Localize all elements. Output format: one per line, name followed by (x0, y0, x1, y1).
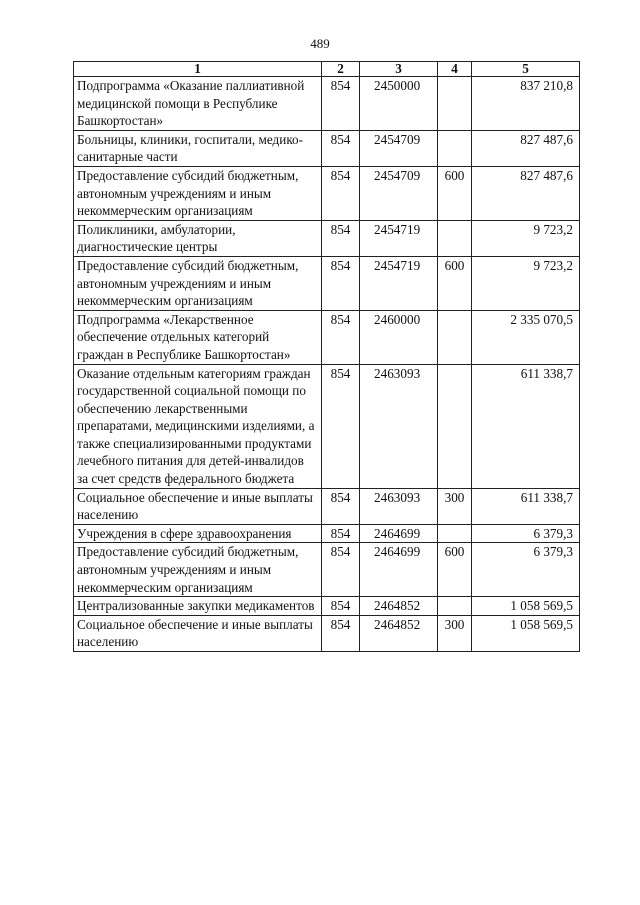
row-ved: 854 (322, 488, 360, 524)
table-row (74, 488, 580, 524)
row-csr: 2460000 (360, 310, 438, 364)
row-csr: 2450000 (360, 77, 438, 131)
row-ved: 854 (322, 256, 360, 310)
row-sum: 9 723,2 (472, 256, 580, 310)
row-csr: 2454719 (360, 256, 438, 310)
row-name: Подпрограмма «Оказание паллиативной медицинской помощи в Республике Башкортостан» (74, 77, 322, 131)
row-name: Предоставление субсидий бюджетным, автономным учреждениям и иным некоммерческим организациям (74, 166, 322, 220)
row-name: Оказание отдельным категориям граждан государственной социальной помощи по обеспечению лекарственными препаратами, медицинскими изделиями, а также специализированными продуктами лечебного питания для детей-инвалидов за счет средств федерального бюджета (74, 364, 322, 488)
row-csr: 2464699 (360, 524, 438, 543)
row-name: Больницы, клиники, госпитали, медико-санитарные части (74, 130, 322, 166)
row-vr: 600 (438, 166, 472, 220)
row-csr: 2454709 (360, 166, 438, 220)
row-sum: 9 723,2 (472, 220, 580, 256)
table-row (74, 615, 580, 651)
row-csr: 2463093 (360, 364, 438, 488)
table-row (74, 166, 580, 220)
row-ved: 854 (322, 310, 360, 364)
row-ved: 854 (322, 130, 360, 166)
row-csr: 2454719 (360, 220, 438, 256)
row-vr (438, 597, 472, 616)
row-name: Предоставление субсидий бюджетным, автономным учреждениям и иным некоммерческим организациям (74, 543, 322, 597)
row-ved: 854 (322, 364, 360, 488)
table-row (74, 524, 580, 543)
header-col-4: 4 (438, 62, 472, 77)
row-csr: 2464699 (360, 543, 438, 597)
row-csr: 2464852 (360, 597, 438, 616)
table-row (74, 130, 580, 166)
table-row (74, 220, 580, 256)
table-row (74, 597, 580, 616)
row-csr: 2454709 (360, 130, 438, 166)
row-ved: 854 (322, 77, 360, 131)
header-col-2: 2 (322, 62, 360, 77)
row-ved: 854 (322, 597, 360, 616)
row-ved: 854 (322, 615, 360, 651)
row-vr: 600 (438, 543, 472, 597)
budget-table (73, 61, 580, 652)
header-col-3: 3 (360, 62, 438, 77)
row-ved: 854 (322, 220, 360, 256)
row-sum: 827 487,6 (472, 130, 580, 166)
row-name: Централизованные закупки медикаментов (74, 597, 322, 616)
row-name: Социальное обеспечение и иные выплаты населению (74, 615, 322, 651)
row-name: Предоставление субсидий бюджетным, автономным учреждениям и иным некоммерческим организациям (74, 256, 322, 310)
table-row (74, 364, 580, 488)
row-ved: 854 (322, 543, 360, 597)
row-vr: 300 (438, 615, 472, 651)
row-sum: 6 379,3 (472, 543, 580, 597)
row-csr: 2464852 (360, 615, 438, 651)
row-vr (438, 130, 472, 166)
row-ved: 854 (322, 524, 360, 543)
row-name: Учреждения в сфере здравоохранения (74, 524, 322, 543)
row-sum: 611 338,7 (472, 364, 580, 488)
row-sum: 2 335 070,5 (472, 310, 580, 364)
row-vr (438, 364, 472, 488)
row-vr (438, 310, 472, 364)
header-col-1: 1 (74, 62, 322, 77)
row-sum: 827 487,6 (472, 166, 580, 220)
table-row (74, 310, 580, 364)
row-vr: 600 (438, 256, 472, 310)
page-number: 489 (310, 36, 330, 51)
row-vr (438, 220, 472, 256)
row-vr (438, 524, 472, 543)
row-vr: 300 (438, 488, 472, 524)
row-sum: 1 058 569,5 (472, 597, 580, 616)
row-vr (438, 77, 472, 131)
row-name: Подпрограмма «Лекарственное обеспечение отдельных категорий граждан в Республике Башкортостан» (74, 310, 322, 364)
table-row (74, 77, 580, 131)
row-sum: 1 058 569,5 (472, 615, 580, 651)
row-name: Поликлиники, амбулатории, диагностические центры (74, 220, 322, 256)
row-sum: 837 210,8 (472, 77, 580, 131)
row-sum: 6 379,3 (472, 524, 580, 543)
row-name: Социальное обеспечение и иные выплаты населению (74, 488, 322, 524)
row-ved: 854 (322, 166, 360, 220)
table-header-row (74, 62, 580, 77)
row-sum: 611 338,7 (472, 488, 580, 524)
table-row (74, 543, 580, 597)
table-row (74, 256, 580, 310)
row-csr: 2463093 (360, 488, 438, 524)
header-col-5: 5 (472, 62, 580, 77)
